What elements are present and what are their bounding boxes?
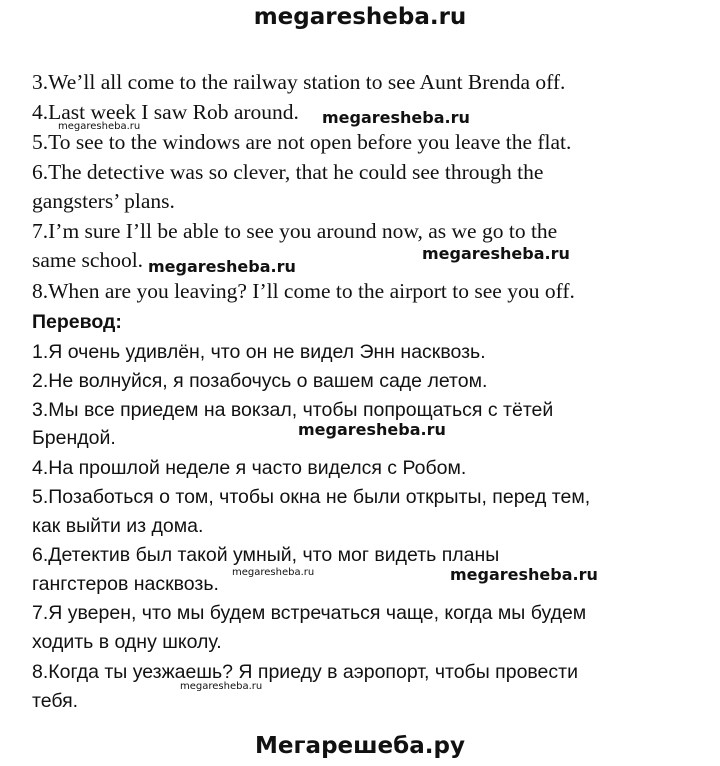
- english-line-4: 4.Last week I saw Rob around.: [32, 100, 299, 124]
- russian-line-8-cont: тебя.: [32, 690, 79, 712]
- russian-line-5: 5.Позаботься о том, чтобы окна не были открыты, перед тем,: [32, 486, 591, 508]
- english-line-6-cont: gangsters’ plans.: [32, 189, 175, 213]
- russian-line-3: 3.Мы все приедем на вокзал, чтобы попрощаться с тётей: [32, 399, 554, 421]
- watermark: megaresheba.ru: [180, 681, 263, 692]
- watermark: megaresheba.ru: [322, 108, 470, 127]
- english-line-7: 7.I’m sure I’ll be able to see you around now, as we go to the: [32, 219, 558, 243]
- site-footer: Мегарешеба.ру: [255, 733, 465, 759]
- english-line-8: 8.When are you leaving? I’ll come to the airport to see you off.: [32, 279, 575, 303]
- watermark: megaresheba.ru: [58, 121, 141, 132]
- russian-line-4: 4.На прошлой неделе я часто виделся с Робом.: [32, 457, 467, 479]
- english-line-3: 3.We’ll all come to the railway station to see Aunt Brenda off.: [32, 70, 566, 94]
- russian-line-7: 7.Я уверен, что мы будем встречаться чаще, когда мы будем: [32, 602, 587, 624]
- english-line-7-cont: same school.: [32, 248, 144, 272]
- english-line-6: 6.The detective was so clever, that he could see through the: [32, 160, 544, 184]
- english-line-5: 5.To see to the windows are not open before you leave the flat.: [32, 130, 572, 154]
- watermark: megaresheba.ru: [422, 244, 570, 263]
- russian-line-6: 6.Детектив был такой умный, что мог видеть планы: [32, 544, 500, 566]
- site-header: megaresheba.ru: [253, 4, 467, 30]
- watermark: megaresheba.ru: [450, 565, 598, 584]
- russian-line-2: 2.Не волнуйся, я позабочусь о вашем саде летом.: [32, 370, 488, 392]
- russian-line-1: 1.Я очень удивлён, что он не видел Энн насквозь.: [32, 341, 486, 363]
- russian-line-5-cont: как выйти из дома.: [32, 515, 204, 537]
- russian-line-6-cont: гангстеров насквозь.: [32, 573, 219, 595]
- russian-line-7-cont: ходить в одну школу.: [32, 631, 222, 653]
- watermark: megaresheba.ru: [148, 257, 296, 276]
- watermark: megaresheba.ru: [232, 567, 315, 578]
- translation-heading: Перевод:: [32, 311, 122, 333]
- russian-line-8: 8.Когда ты уезжаешь? Я приеду в аэропорт, чтобы провести: [32, 661, 578, 683]
- watermark: megaresheba.ru: [298, 420, 446, 439]
- russian-line-3-cont: Брендой.: [32, 427, 116, 449]
